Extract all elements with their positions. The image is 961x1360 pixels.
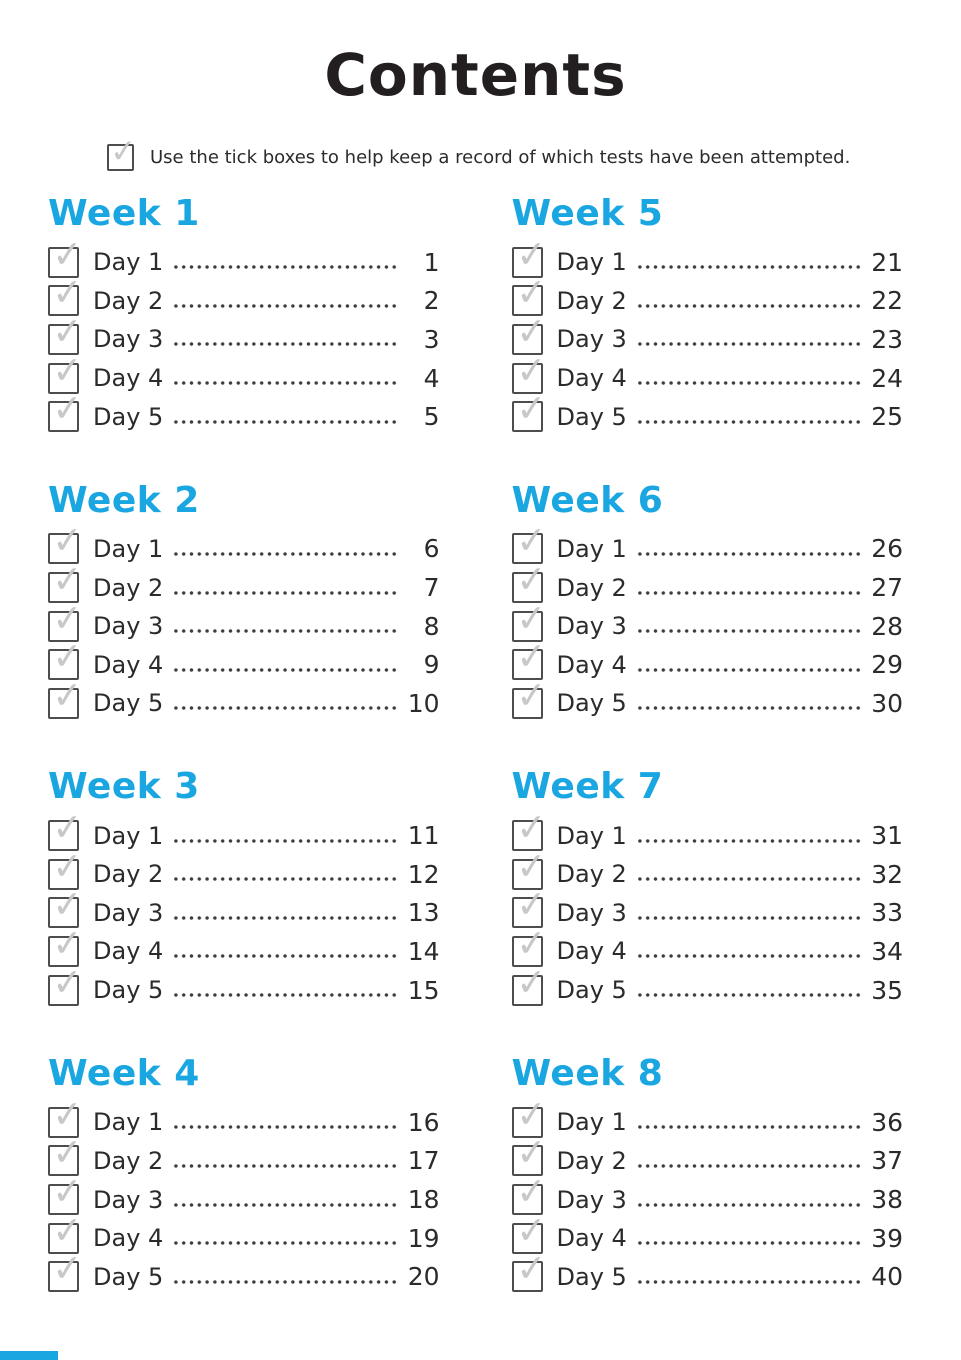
dot-leader	[172, 342, 397, 346]
page-number: 21	[871, 247, 903, 277]
day-checkbox[interactable]	[512, 634, 548, 680]
day-checkbox[interactable]	[512, 1207, 548, 1254]
day-label: Day 2	[556, 860, 627, 889]
check-icon: ✓	[50, 920, 85, 966]
page-number: 12	[407, 859, 440, 889]
day-checkbox[interactable]	[48, 843, 85, 890]
page-number: 36	[871, 1107, 903, 1137]
toc-row	[512, 386, 904, 436]
page-number: 26	[871, 534, 903, 564]
dot-leader	[636, 668, 861, 672]
toc-row	[512, 347, 904, 398]
week-section	[48, 1055, 440, 1342]
day-label: Day 4	[93, 937, 164, 966]
check-icon: ✓	[514, 1246, 548, 1292]
toc-row	[48, 634, 440, 684]
toc-row	[512, 843, 904, 894]
day-label: Day 2	[556, 286, 627, 315]
dot-leader	[172, 993, 397, 997]
dot-leader	[172, 706, 397, 710]
day-checkbox[interactable]	[48, 1091, 85, 1138]
day-label: Day 1	[556, 1108, 627, 1137]
day-label: Day 3	[93, 612, 164, 641]
day-checkbox[interactable]	[48, 634, 85, 680]
check-icon: ✓	[50, 308, 85, 355]
check-icon: ✓	[514, 959, 548, 1005]
day-checkbox[interactable]	[512, 672, 548, 719]
check-icon: ✓	[514, 386, 548, 432]
day-label: Day 4	[556, 364, 627, 393]
example-tick-checkbox[interactable]	[107, 131, 139, 171]
check-icon: ✓	[514, 347, 548, 393]
toc-row	[512, 959, 904, 1010]
day-checkbox[interactable]	[512, 557, 548, 603]
dot-leader	[172, 304, 397, 308]
day-checkbox[interactable]	[48, 805, 85, 851]
dot-leader	[172, 668, 397, 672]
dot-leader	[172, 1241, 397, 1245]
day-label: Day 1	[93, 248, 164, 277]
check-icon: ✓	[50, 672, 85, 718]
day-checkbox[interactable]	[48, 308, 85, 355]
toc-row	[48, 1169, 440, 1219]
dot-leader	[172, 591, 397, 595]
day-checkbox[interactable]	[48, 959, 85, 1006]
day-checkbox[interactable]	[48, 672, 85, 719]
toc-row	[512, 1246, 904, 1296]
week-section	[48, 479, 440, 769]
page-number: 7	[423, 573, 440, 603]
day-label: Day 2	[556, 1146, 627, 1175]
page-number: 9	[423, 650, 440, 680]
day-checkbox[interactable]	[48, 595, 85, 642]
day-checkbox[interactable]	[512, 882, 548, 928]
check-icon: ✓	[514, 1130, 548, 1176]
page-number: 5	[423, 402, 440, 432]
day-checkbox[interactable]	[512, 595, 548, 642]
day-checkbox[interactable]	[48, 1169, 85, 1215]
day-label: Day 1	[556, 248, 627, 277]
check-icon: ✓	[514, 634, 548, 680]
day-checkbox[interactable]	[48, 518, 85, 564]
toc-row	[48, 557, 440, 607]
week-section	[512, 195, 904, 482]
day-label: Day 4	[556, 1224, 627, 1253]
day-label: Day 5	[93, 1262, 164, 1291]
page-number: 18	[407, 1185, 440, 1215]
day-label: Day 4	[93, 1224, 164, 1253]
check-icon: ✓	[514, 843, 548, 889]
check-icon: ✓	[514, 518, 548, 564]
toc-row	[512, 1091, 904, 1142]
weeks-grid	[48, 195, 903, 1342]
dot-leader	[172, 552, 397, 556]
check-icon: ✓	[50, 1246, 85, 1292]
check-icon: ✓	[50, 882, 85, 928]
check-icon: ✓	[50, 634, 85, 680]
page-number: 23	[871, 324, 903, 354]
day-label: Day 4	[556, 650, 627, 679]
page-number: 38	[871, 1185, 903, 1215]
dot-leader	[636, 993, 861, 997]
check-icon: ✓	[50, 1207, 85, 1253]
day-checkbox[interactable]	[512, 805, 548, 851]
toc-row	[512, 518, 904, 569]
toc-row	[48, 595, 440, 646]
week-title: Week 3	[48, 766, 200, 808]
check-icon: ✓	[50, 347, 85, 393]
toc-row	[512, 231, 904, 282]
day-label: Day 4	[93, 364, 164, 393]
dot-leader	[172, 1125, 397, 1129]
page-number: 14	[407, 936, 440, 966]
check-icon: ✓	[50, 386, 85, 432]
page-number: 13	[407, 898, 440, 928]
check-icon: ✓	[514, 595, 548, 641]
dot-leader	[172, 916, 397, 920]
day-checkbox[interactable]	[512, 1169, 548, 1215]
day-checkbox[interactable]	[512, 386, 548, 432]
dot-leader	[172, 629, 397, 633]
day-label: Day 4	[93, 650, 164, 679]
day-label: Day 5	[93, 976, 164, 1005]
page-number: 11	[407, 821, 440, 851]
day-label: Day 5	[556, 689, 627, 718]
toc-row	[512, 1130, 904, 1181]
toc-row	[48, 805, 440, 855]
day-checkbox[interactable]	[48, 1130, 85, 1176]
page-number: 25	[871, 402, 903, 432]
page-number: 39	[871, 1223, 903, 1253]
dot-leader	[636, 706, 861, 710]
check-icon: ✓	[514, 805, 548, 851]
page-number: 22	[871, 286, 903, 316]
toc-row	[48, 1207, 440, 1258]
page-number: 33	[871, 898, 903, 928]
day-checkbox[interactable]	[512, 959, 548, 1006]
day-label: Day 2	[556, 573, 627, 602]
dot-leader	[172, 420, 397, 424]
dot-leader	[636, 342, 861, 346]
week-title: Week 2	[48, 479, 200, 521]
page-number: 1	[423, 247, 440, 277]
day-checkbox[interactable]	[48, 347, 85, 394]
week-title: Week 4	[48, 1053, 200, 1095]
dot-leader	[636, 1125, 861, 1129]
dot-leader	[636, 839, 861, 843]
toc-row	[48, 231, 440, 282]
check-icon: ✓	[50, 1169, 85, 1215]
page-number: 32	[871, 859, 903, 889]
day-checkbox[interactable]	[48, 231, 85, 278]
toc-row	[512, 557, 904, 607]
week-title: Week 6	[511, 479, 664, 521]
page-number: 24	[871, 363, 903, 393]
day-label: Day 1	[556, 534, 627, 563]
check-icon: ✓	[50, 231, 85, 277]
dot-leader	[636, 304, 861, 308]
dot-leader	[636, 1203, 861, 1207]
day-label: Day 5	[556, 976, 627, 1005]
day-label: Day 3	[556, 1185, 627, 1214]
page-number: 31	[871, 821, 903, 851]
check-icon: ✓	[50, 805, 85, 851]
day-checkbox[interactable]	[512, 231, 548, 278]
toc-row	[512, 1207, 904, 1258]
day-label: Day 3	[556, 325, 627, 354]
day-label: Day 5	[93, 689, 164, 718]
page-number: 40	[871, 1262, 903, 1292]
check-icon: ✓	[50, 843, 85, 889]
check-icon: ✓	[514, 308, 548, 355]
toc-row	[48, 882, 440, 933]
toc-row	[48, 270, 440, 321]
toc-row	[48, 1246, 440, 1296]
day-checkbox[interactable]	[48, 386, 85, 432]
week-section	[512, 1055, 904, 1342]
toc-row	[512, 595, 904, 646]
page-number: 34	[871, 936, 903, 966]
dot-leader	[636, 1280, 861, 1284]
page-number: 10	[407, 688, 440, 718]
toc-row	[48, 672, 440, 723]
toc-row	[48, 518, 440, 569]
dot-leader	[172, 877, 397, 881]
page-number: 15	[407, 975, 440, 1005]
day-checkbox[interactable]	[512, 920, 548, 967]
check-icon: ✓	[514, 920, 548, 966]
check-icon: ✓	[50, 518, 85, 564]
dot-leader	[172, 1203, 397, 1207]
week-section	[512, 768, 904, 1055]
dot-leader	[636, 1164, 861, 1168]
day-label: Day 1	[93, 821, 164, 850]
page-number: 27	[871, 573, 903, 603]
day-checkbox[interactable]	[48, 882, 85, 928]
toc-row	[512, 805, 904, 855]
page-number: 37	[871, 1146, 903, 1176]
toc-row	[48, 386, 440, 436]
toc-row	[512, 672, 904, 723]
toc-row	[512, 634, 904, 684]
day-label: Day 3	[93, 325, 164, 354]
day-label: Day 1	[93, 534, 164, 563]
toc-row	[48, 308, 440, 359]
check-icon: ✓	[50, 959, 85, 1005]
day-label: Day 2	[93, 1146, 164, 1175]
day-checkbox[interactable]	[48, 270, 85, 316]
week-title: Week 1	[48, 193, 200, 234]
day-checkbox[interactable]	[48, 920, 85, 967]
page-number: 6	[423, 534, 440, 564]
day-checkbox[interactable]	[48, 557, 85, 603]
instruction-text: Use the tick boxes to help keep a record of which tests have been attempted.	[150, 147, 851, 168]
dot-leader	[172, 381, 397, 385]
day-checkbox[interactable]	[512, 518, 548, 564]
check-icon: ✓	[514, 1207, 548, 1253]
check-icon: ✓	[50, 1091, 85, 1137]
check-icon: ✓	[514, 1169, 548, 1215]
check-icon: ✓	[514, 882, 548, 928]
day-label: Day 3	[93, 1185, 164, 1214]
day-checkbox[interactable]	[512, 843, 548, 890]
day-checkbox[interactable]	[512, 1130, 548, 1176]
instruction-row	[107, 131, 903, 171]
page-number: 19	[407, 1223, 440, 1253]
page-number: 17	[407, 1146, 440, 1176]
check-icon: ✓	[514, 270, 548, 316]
check-icon: ✓	[514, 557, 548, 603]
day-checkbox[interactable]	[512, 270, 548, 316]
toc-row	[512, 882, 904, 933]
day-label: Day 2	[93, 860, 164, 889]
toc-row	[512, 270, 904, 321]
week-title: Week 8	[511, 1053, 664, 1095]
toc-row	[48, 1091, 440, 1142]
dot-leader	[636, 916, 861, 920]
dot-leader	[636, 420, 861, 424]
week-section	[48, 768, 440, 1055]
check-icon: ✓	[50, 270, 85, 316]
page-number: 35	[871, 975, 903, 1005]
footer-accent-bar	[0, 1351, 58, 1360]
toc-row	[512, 1169, 904, 1219]
check-icon: ✓	[514, 231, 548, 277]
dot-leader	[172, 839, 397, 843]
toc-row	[48, 1130, 440, 1181]
dot-leader	[636, 954, 861, 958]
day-checkbox[interactable]	[512, 308, 548, 355]
toc-row	[512, 308, 904, 359]
page-number: 20	[407, 1262, 440, 1292]
day-checkbox[interactable]	[512, 1246, 548, 1292]
check-icon: ✓	[514, 672, 548, 718]
day-label: Day 2	[93, 573, 164, 602]
week-title: Week 7	[511, 766, 664, 808]
check-icon: ✓	[50, 595, 85, 641]
day-label: Day 4	[556, 937, 627, 966]
dot-leader	[636, 552, 861, 556]
day-label: Day 5	[556, 1262, 627, 1291]
day-label: Day 1	[556, 821, 627, 850]
dot-leader	[172, 1164, 397, 1168]
check-icon: ✓	[50, 1130, 85, 1176]
week-section	[511, 479, 904, 769]
day-label: Day 3	[556, 898, 627, 927]
toc-row	[48, 920, 440, 971]
week-section	[48, 195, 440, 482]
day-label: Day 2	[93, 286, 164, 315]
page-number: 16	[407, 1107, 440, 1137]
day-checkbox[interactable]	[512, 347, 548, 394]
check-icon: ✓	[514, 1091, 548, 1137]
check-icon: ✓	[50, 557, 85, 603]
dot-leader	[172, 1280, 397, 1284]
dot-leader	[636, 877, 861, 881]
dot-leader	[636, 591, 861, 595]
page-title: Contents	[324, 41, 627, 109]
day-label: Day 5	[556, 402, 627, 431]
toc-row	[48, 843, 440, 894]
page-number: 3	[423, 324, 440, 354]
day-checkbox[interactable]	[48, 1246, 85, 1292]
day-checkbox[interactable]	[512, 1091, 548, 1138]
week-title: Week 5	[511, 193, 664, 234]
day-label: Day 5	[93, 402, 164, 431]
page-number: 8	[423, 611, 440, 641]
day-label: Day 1	[93, 1108, 164, 1137]
toc-row	[512, 920, 904, 971]
dot-leader	[636, 381, 861, 385]
dot-leader	[636, 1241, 861, 1245]
day-label: Day 3	[93, 898, 164, 927]
day-checkbox[interactable]	[48, 1207, 85, 1254]
page-number: 28	[871, 611, 903, 641]
dot-leader	[636, 629, 861, 633]
day-label: Day 3	[556, 612, 627, 641]
dot-leader	[172, 265, 397, 269]
page-number: 2	[423, 286, 440, 316]
dot-leader	[636, 265, 861, 269]
dot-leader	[172, 954, 397, 958]
page-number: 30	[871, 688, 903, 718]
toc-row	[48, 959, 440, 1010]
page-number: 29	[871, 650, 903, 680]
toc-row	[48, 347, 440, 398]
page-number: 4	[423, 363, 440, 393]
check-icon: ✓	[108, 131, 139, 171]
